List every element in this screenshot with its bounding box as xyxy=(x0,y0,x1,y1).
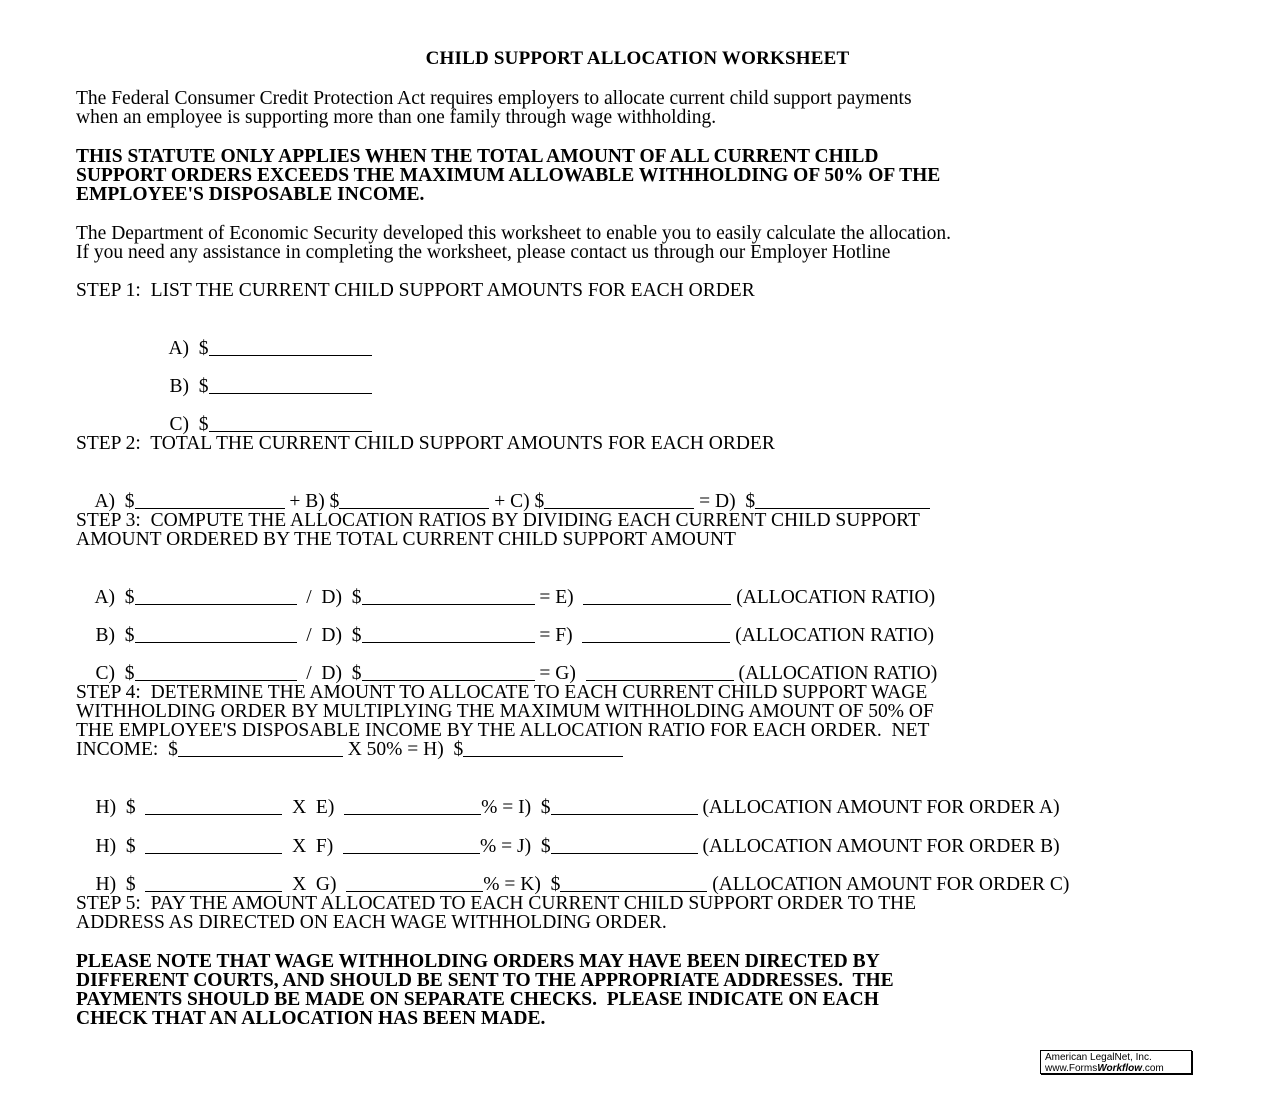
note-line: CHECK THAT AN ALLOCATION HAS BEEN MADE. xyxy=(76,1008,546,1029)
note-line: DIFFERENT COURTS, AND SHOULD BE SENT TO THE APPROPRIATE ADDRESSES. THE xyxy=(76,970,894,991)
step4-label: X E) xyxy=(292,797,335,818)
step3-amount-blank[interactable] xyxy=(135,626,297,643)
publisher-name: American LegalNet, Inc. xyxy=(1045,1052,1152,1063)
step2-amount-a-blank[interactable] xyxy=(135,492,285,509)
step1-label-c: C) $ xyxy=(169,414,209,435)
step2-amount-b-blank[interactable] xyxy=(339,492,489,509)
step4-allocation-i-blank[interactable] xyxy=(551,798,698,815)
publisher-url-part: www.Forms xyxy=(1045,1063,1098,1074)
step4-net-income-line xyxy=(76,740,1206,759)
step1-label-b: B) $ xyxy=(169,376,209,397)
page-title: CHILD SUPPORT ALLOCATION WORKSHEET xyxy=(425,48,850,69)
note-line: PAYMENTS SHOULD BE MADE ON SEPARATE CHECKS. PLEASE INDICATE ON EACH xyxy=(76,989,879,1010)
step3-label: / D) $ xyxy=(306,587,362,608)
step4-label: X G) xyxy=(292,874,337,895)
step3-ratio-note: (ALLOCATION RATIO) xyxy=(738,663,938,684)
max-withholding-h-blank[interactable] xyxy=(463,740,623,757)
step4-ratio-blank[interactable] xyxy=(344,798,481,815)
step3-label: A) $ xyxy=(94,587,135,608)
step4-allocation-k-blank[interactable] xyxy=(560,875,707,892)
step4-label: H) $ xyxy=(95,836,136,857)
step4-allocation-note: (ALLOCATION AMOUNT FOR ORDER A) xyxy=(702,797,1060,818)
step1-amount-a-blank[interactable] xyxy=(209,339,372,356)
step4-label: % = I) $ xyxy=(481,797,551,818)
step4-ratio-blank[interactable] xyxy=(343,837,480,854)
step1-amount-b-blank[interactable] xyxy=(209,377,372,394)
step1-heading: STEP 1: LIST THE CURRENT CHILD SUPPORT AMOUNTS FOR EACH ORDER xyxy=(76,280,755,301)
step2-heading: STEP 2: TOTAL THE CURRENT CHILD SUPPORT AMOUNTS FOR EACH ORDER xyxy=(76,433,775,454)
step3-label: = E) xyxy=(539,587,574,608)
step4-h-blank[interactable] xyxy=(145,837,282,854)
intro-line: The Federal Consumer Credit Protection Act requires employers to allocate current child support payments xyxy=(76,88,912,109)
step3-ratio-f-blank[interactable] xyxy=(582,626,730,643)
step4-heading-line: WITHHOLDING ORDER BY MULTIPLYING THE MAXIMUM WITHHOLDING AMOUNT OF 50% OF xyxy=(76,701,934,722)
step2-label-d: = D) $ xyxy=(699,491,756,512)
warning-line: SUPPORT ORDERS EXCEEDS THE MAXIMUM ALLOWABLE WITHHOLDING OF 50% OF THE xyxy=(76,165,941,186)
step3-heading-line: AMOUNT ORDERED BY THE TOTAL CURRENT CHILD SUPPORT AMOUNT xyxy=(76,529,736,550)
step2-total-d-blank[interactable] xyxy=(755,492,930,509)
step4-label: X F) xyxy=(292,836,334,857)
step3-label: / D) $ xyxy=(306,625,362,646)
step4-allocation-note: (ALLOCATION AMOUNT FOR ORDER C) xyxy=(712,874,1070,895)
dept-line: The Department of Economic Security developed this worksheet to enable you to easily calculate the allocation. xyxy=(76,223,952,244)
step2-label-a: A) $ xyxy=(94,491,135,512)
step3-total-blank[interactable] xyxy=(362,664,535,681)
step3-heading xyxy=(76,511,1206,549)
intro-line: when an employee is supporting more than one family through wage withholding. xyxy=(76,107,717,128)
step3-ratio-g-blank[interactable] xyxy=(586,664,734,681)
net-income-label: INCOME: $ xyxy=(76,739,178,760)
step2-label-b: + B) $ xyxy=(289,491,340,512)
dept-line: If you need any assistance in completing the worksheet, please contact us through our Employer Hotline xyxy=(76,242,891,263)
payment-note xyxy=(76,952,1206,1028)
step4-allocation-j-blank[interactable] xyxy=(551,837,698,854)
step3-total-blank[interactable] xyxy=(362,626,535,643)
note-line: PLEASE NOTE THAT WAGE WITHHOLDING ORDERS MAY HAVE BEEN DIRECTED BY xyxy=(76,951,880,972)
step4-h-blank[interactable] xyxy=(145,798,282,815)
step3-label: = G) xyxy=(539,663,576,684)
step5-heading-line: ADDRESS AS DIRECTED ON EACH WAGE WITHHOLDING ORDER. xyxy=(76,912,667,933)
step3-label: B) $ xyxy=(95,625,135,646)
intro-paragraph xyxy=(76,89,1206,127)
step3-label: C) $ xyxy=(95,663,135,684)
step1-label-a: A) $ xyxy=(168,338,209,359)
statute-warning xyxy=(76,147,1206,204)
step3-amount-blank[interactable] xyxy=(135,664,297,681)
step2-label-c: + C) $ xyxy=(494,491,545,512)
publisher-badge xyxy=(1040,1050,1192,1074)
publisher-url xyxy=(1045,1063,1191,1074)
step5-heading xyxy=(76,894,1206,932)
step3-total-blank[interactable] xyxy=(362,588,535,605)
warning-line: EMPLOYEE'S DISPOSABLE INCOME. xyxy=(76,184,425,205)
publisher-url-part: .com xyxy=(1142,1063,1164,1074)
step3-ratio-e-blank[interactable] xyxy=(583,588,731,605)
step4-heading-line: THE EMPLOYEE'S DISPOSABLE INCOME BY THE ALLOCATION RATIO FOR EACH ORDER. NET xyxy=(76,720,930,741)
max-withholding-label: X 50% = H) $ xyxy=(347,739,464,760)
department-paragraph xyxy=(76,224,1206,262)
step3-heading-line: STEP 3: COMPUTE THE ALLOCATION RATIOS BY DIVIDING EACH CURRENT CHILD SUPPORT xyxy=(76,510,920,531)
step3-amount-blank[interactable] xyxy=(135,588,297,605)
step4-heading xyxy=(76,683,1206,759)
step4-label: % = K) $ xyxy=(483,874,561,895)
step3-ratio-note: (ALLOCATION RATIO) xyxy=(736,587,936,608)
step4-label: H) $ xyxy=(95,797,136,818)
step1-amount-c-blank[interactable] xyxy=(209,415,372,432)
step3-label: = F) xyxy=(539,625,573,646)
step5-heading-line: STEP 5: PAY THE AMOUNT ALLOCATED TO EACH CURRENT CHILD SUPPORT ORDER TO THE xyxy=(76,893,916,914)
net-income-blank[interactable] xyxy=(178,740,343,757)
step2-amount-c-blank[interactable] xyxy=(544,492,694,509)
step4-label: % = J) $ xyxy=(480,836,551,857)
step4-ratio-blank[interactable] xyxy=(346,875,483,892)
publisher-url-part: Workflow xyxy=(1097,1063,1143,1074)
step4-allocation-note: (ALLOCATION AMOUNT FOR ORDER B) xyxy=(702,836,1060,857)
step3-ratio-note: (ALLOCATION RATIO) xyxy=(735,625,934,646)
step4-h-blank[interactable] xyxy=(145,875,282,892)
step4-heading-line: STEP 4: DETERMINE THE AMOUNT TO ALLOCATE TO EACH CURRENT CHILD SUPPORT WAGE xyxy=(76,682,928,703)
warning-line: THIS STATUTE ONLY APPLIES WHEN THE TOTAL AMOUNT OF ALL CURRENT CHILD xyxy=(76,146,879,167)
step4-label: H) $ xyxy=(95,874,136,895)
step3-label: / D) $ xyxy=(306,663,362,684)
